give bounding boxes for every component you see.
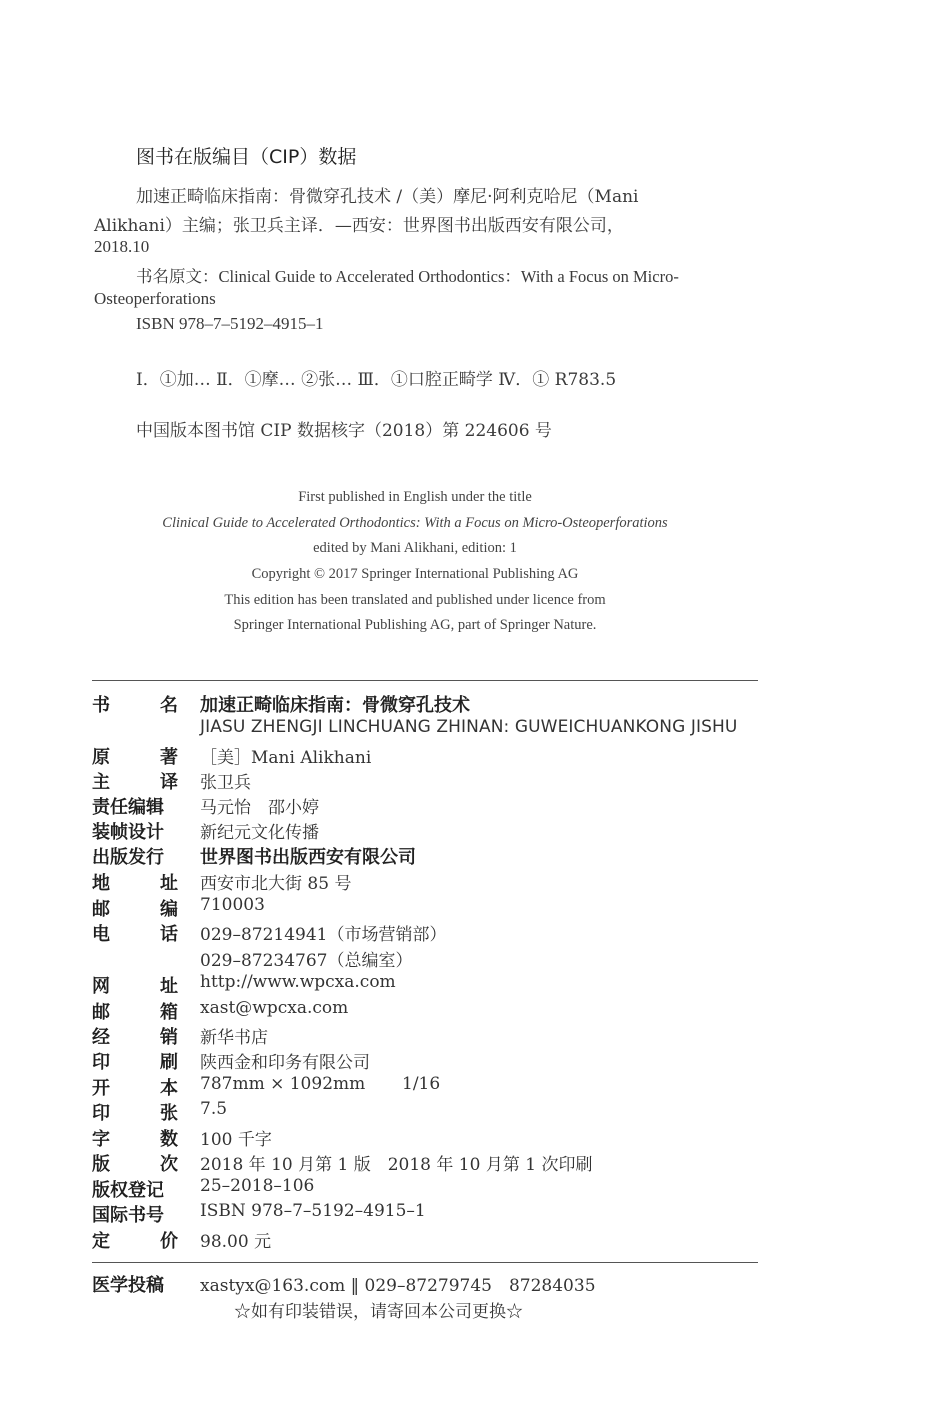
label-price: 定 价 — [92, 1231, 178, 1252]
value-edition: 2018 年 10 月第 1 版 2018 年 10 月第 1 次印刷 — [200, 1155, 593, 1175]
value-format: 787mm × 1092mm — [200, 1074, 366, 1094]
label-format: 开 本 — [92, 1078, 178, 1099]
label-isbn: 国际书号 — [92, 1205, 164, 1226]
value-website: http://www.wpcxa.com — [200, 972, 396, 992]
value-translator: 张卫兵 — [200, 773, 251, 793]
value-phone-2: 029–87234767（总编室） — [200, 951, 413, 971]
cip-line-2: Alikhani）主编；张卫兵主译．—西安：世界图书出版西安有限公司， — [94, 216, 624, 236]
label-submission: 医学投稿 — [92, 1275, 164, 1296]
english-line-1: First published in English under the title — [298, 489, 532, 505]
label-address: 地 址 — [92, 873, 178, 894]
value-editor: 马元怡 邵小婷 — [200, 798, 319, 818]
cip-line-7: Ⅰ．①加… Ⅱ．①摩… ②张… Ⅲ．①口腔正畸学 Ⅳ．① R783.5 — [136, 370, 617, 390]
cip-line-4: 书名原文：Clinical Guide to Accelerated Orthodontics：With a Focus on Micro- — [136, 267, 679, 286]
english-line-3: edited by Mani Alikhani, edition: 1 — [313, 540, 517, 556]
english-line-6: Springer International Publishing AG, part of Springer Nature. — [233, 617, 597, 633]
cip-line-5: Osteoperforations — [94, 289, 216, 308]
value-publisher: 世界图书出版西安有限公司 — [200, 847, 416, 868]
colophon-top-rule — [92, 680, 758, 681]
value-copyright-reg: 25–2018–106 — [200, 1176, 315, 1196]
label-editor: 责任编辑 — [92, 797, 164, 818]
value-email: xast@wpcxa.com — [200, 998, 349, 1018]
value-submission: xastyx@163.com ‖ 029–87279745 87284035 — [200, 1276, 596, 1296]
footer-notice: ☆如有印装错误，请寄回本公司更换☆ — [234, 1302, 523, 1322]
label-design: 装帧设计 — [92, 822, 164, 843]
value-isbn: ISBN 978–7–5192–4915–1 — [200, 1201, 426, 1221]
label-title: 书 名 — [92, 695, 178, 716]
value-pinyin: JIASU ZHENGJI LINCHUANG ZHINAN: GUWEICHUANKONG JISHU — [200, 717, 738, 737]
value-price: 98.00 元 — [200, 1232, 272, 1252]
value-address: 西安市北大街 85 号 — [200, 874, 352, 894]
value-phone-1: 029–87214941（市场营销部） — [200, 925, 447, 945]
value-distributor: 新华书店 — [200, 1028, 268, 1048]
value-words: 100 千字 — [200, 1130, 272, 1150]
label-website: 网 址 — [92, 976, 178, 997]
cip-line-1: 加速正畸临床指南：骨微穿孔技术 /（美）摩尼·阿利克哈尼（Mani — [136, 187, 639, 207]
value-printer: 陕西金和印务有限公司 — [200, 1053, 370, 1073]
value-author: ［美］Mani Alikhani — [200, 748, 372, 768]
cip-line-3: 2018.10 — [94, 237, 150, 256]
english-line-4: Copyright © 2017 Springer International Publishing AG — [251, 566, 579, 582]
value-format-fraction: 1/16 — [402, 1074, 441, 1094]
label-distributor: 经 销 — [92, 1027, 178, 1048]
label-translator: 主 译 — [92, 772, 178, 793]
label-copyright-reg: 版权登记 — [92, 1180, 164, 1201]
label-publisher: 出版发行 — [92, 847, 164, 868]
cip-line-6: ISBN 978–7–5192–4915–1 — [136, 314, 324, 333]
value-title: 加速正畸临床指南：骨微穿孔技术 — [200, 695, 470, 716]
label-edition: 版 次 — [92, 1154, 178, 1175]
colophon-bottom-rule — [92, 1262, 758, 1263]
label-author: 原 著 — [92, 747, 178, 768]
english-line-2: Clinical Guide to Accelerated Orthodontics: With a Focus on Micro-Osteoperforations — [162, 515, 668, 531]
label-sheets: 印 张 — [92, 1103, 178, 1124]
label-phone: 电 话 — [92, 924, 178, 945]
cip-heading: 图书在版编目（CIP）数据 — [136, 146, 357, 168]
english-line-5: This edition has been translated and published under licence from — [224, 592, 606, 608]
label-printer: 印 刷 — [92, 1052, 178, 1073]
label-postcode: 邮 编 — [92, 899, 178, 920]
value-design: 新纪元文化传播 — [200, 823, 319, 843]
label-words: 字 数 — [92, 1129, 178, 1150]
value-sheets: 7.5 — [200, 1099, 228, 1119]
value-postcode: 710003 — [200, 895, 265, 915]
cip-line-8: 中国版本图书馆 CIP 数据核字（2018）第 224606 号 — [136, 421, 552, 441]
label-email: 邮 箱 — [92, 1002, 178, 1023]
